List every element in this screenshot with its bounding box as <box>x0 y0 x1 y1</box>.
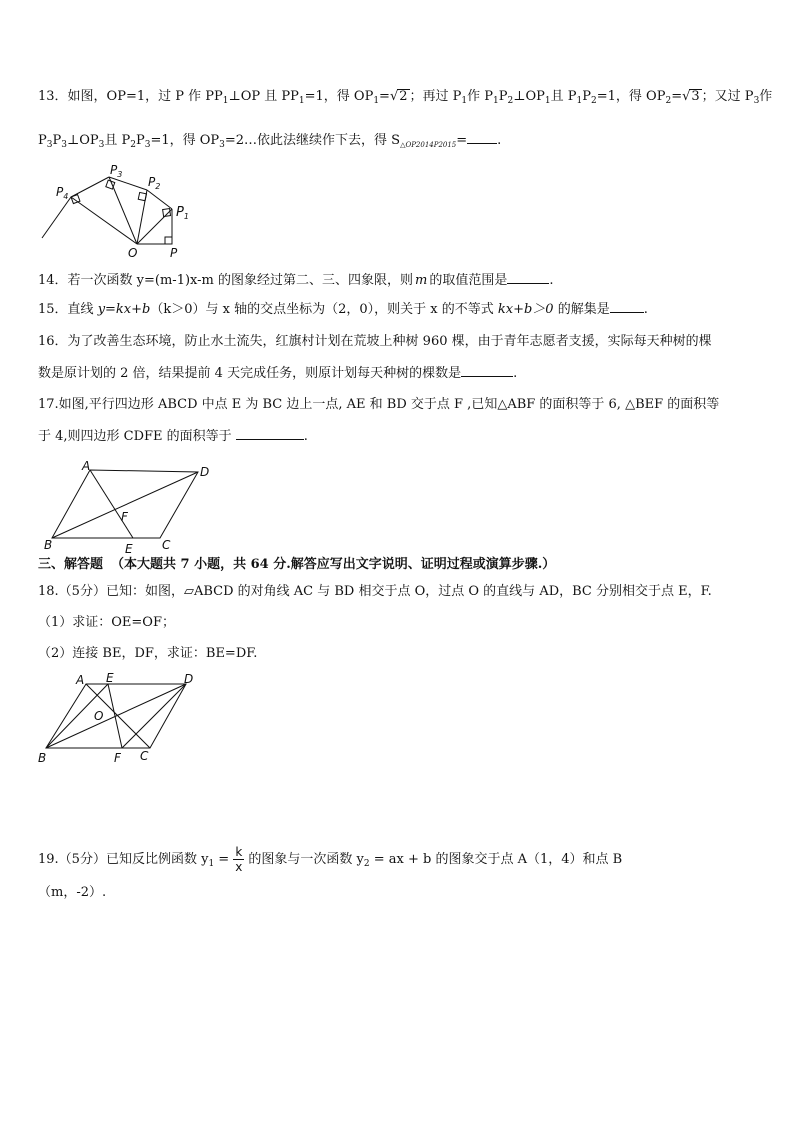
label-B: B <box>38 751 47 765</box>
label-F: F <box>121 510 128 524</box>
q17-line1: 17.如图,平行四边形 ABCD 中点 E 为 BC 边上一点, AE 和 BD 交于点 F ,已知△ABF 的面积等于 6, △BEF 的面积等 <box>38 397 720 412</box>
label-O: O <box>94 709 104 723</box>
q13-line2: $P_3P_3\perp OP_3$且 $P_2P_3=1$，得 $OP_3=2\dots$依此法继续作下去，得 $S_{\triangle OP2014P2015}=$ . <box>38 133 502 150</box>
answer-blank-15[interactable] <box>610 300 644 313</box>
q17-line2: 于 4,则四边形 CDFE 的面积等于 . <box>38 429 308 444</box>
q18-part1: （1）求证：OE=OF； <box>38 615 175 630</box>
sqrt-2: 2 <box>399 89 408 104</box>
label-A: A <box>76 673 85 687</box>
q16-line2: 数是原计划的 2 倍，结果提前 4 天完成任务，则原计划每天种树的棵数是 . <box>38 366 518 381</box>
q13-line1: 13．如图，OP=1，过 P 作 $PP_1\perp OP$ 且 $PP_1=1$，得 $OP_1=√2$ ；再过 $P_1$作 $P_1P_2\perp OP_1$且 $P_1P_2=1$，得 $OP_2=√3$ ；又过 $P_3$作 <box>38 89 773 106</box>
q15-line: 15．直线 y=kx+b（k＞0）与 x 轴的交点坐标为（2，0），则关于 x 的不等式 kx+b＞0 的解集是 . <box>38 302 648 317</box>
label-B: B <box>44 538 53 552</box>
label-P1: $P_1$ <box>176 205 189 221</box>
label-P: P <box>170 246 178 258</box>
q18-line1: 18.（5分）已知：如图，▱ABCD 的对角线 AC 与 BD 相交于点 O，过点 O 的直线与 AD，BC 分别相交于点 E，F. <box>38 584 712 599</box>
label-O: O <box>128 246 138 258</box>
label-A: A <box>82 459 91 473</box>
label-P4: $P_4$ <box>56 185 69 201</box>
q18-figure <box>36 670 206 770</box>
answer-blank-16[interactable] <box>461 364 513 377</box>
q13-figure <box>36 162 206 258</box>
label-E: E <box>106 671 114 685</box>
answer-blank-14[interactable] <box>507 271 549 284</box>
answer-blank-17[interactable] <box>236 427 304 440</box>
label-C: C <box>162 538 171 552</box>
q19-line2: （m，-2）. <box>38 885 107 900</box>
q14-line: 14．若一次函数 y=(m-1)x-m 的图象经过第二、三、四象限，则 m 的取值范围是 . <box>38 273 554 288</box>
label-D: D <box>200 465 210 479</box>
label-P3: $P_3$ <box>110 163 123 179</box>
q19-line1: 19.（5分）已知反比例函数 $y_1$ = $\frac{k}{x}$ 的图象与一次函数 $y_2$ = ax + b 的图象交于点 A（1，4）和点 B <box>38 845 623 874</box>
label-E: E <box>125 542 133 554</box>
answer-blank-13[interactable] <box>467 131 497 144</box>
fraction-k-over-x: $\frac{k}{x}$ <box>235 845 243 874</box>
sqrt-3: 3 <box>691 89 700 104</box>
q16-line1: 16．为了改善生态环境，防止水土流失，红旗村计划在荒坡上种树 960 棵，由于青年志愿者支援，实际每天种树的棵 <box>38 334 712 349</box>
label-F: F <box>114 751 121 765</box>
section-3-heading: 三、解答题 （本大题共 7 小题，共 64 分.解答应写出文字说明、证明过程或演算步骤.） <box>38 557 556 572</box>
label-P2: $P_2$ <box>148 175 161 191</box>
label-D: D <box>184 672 194 686</box>
label-C: C <box>140 749 149 763</box>
q18-part2: （2）连接 BE，DF，求证：BE=DF. <box>38 646 258 661</box>
q17-figure <box>38 458 218 554</box>
